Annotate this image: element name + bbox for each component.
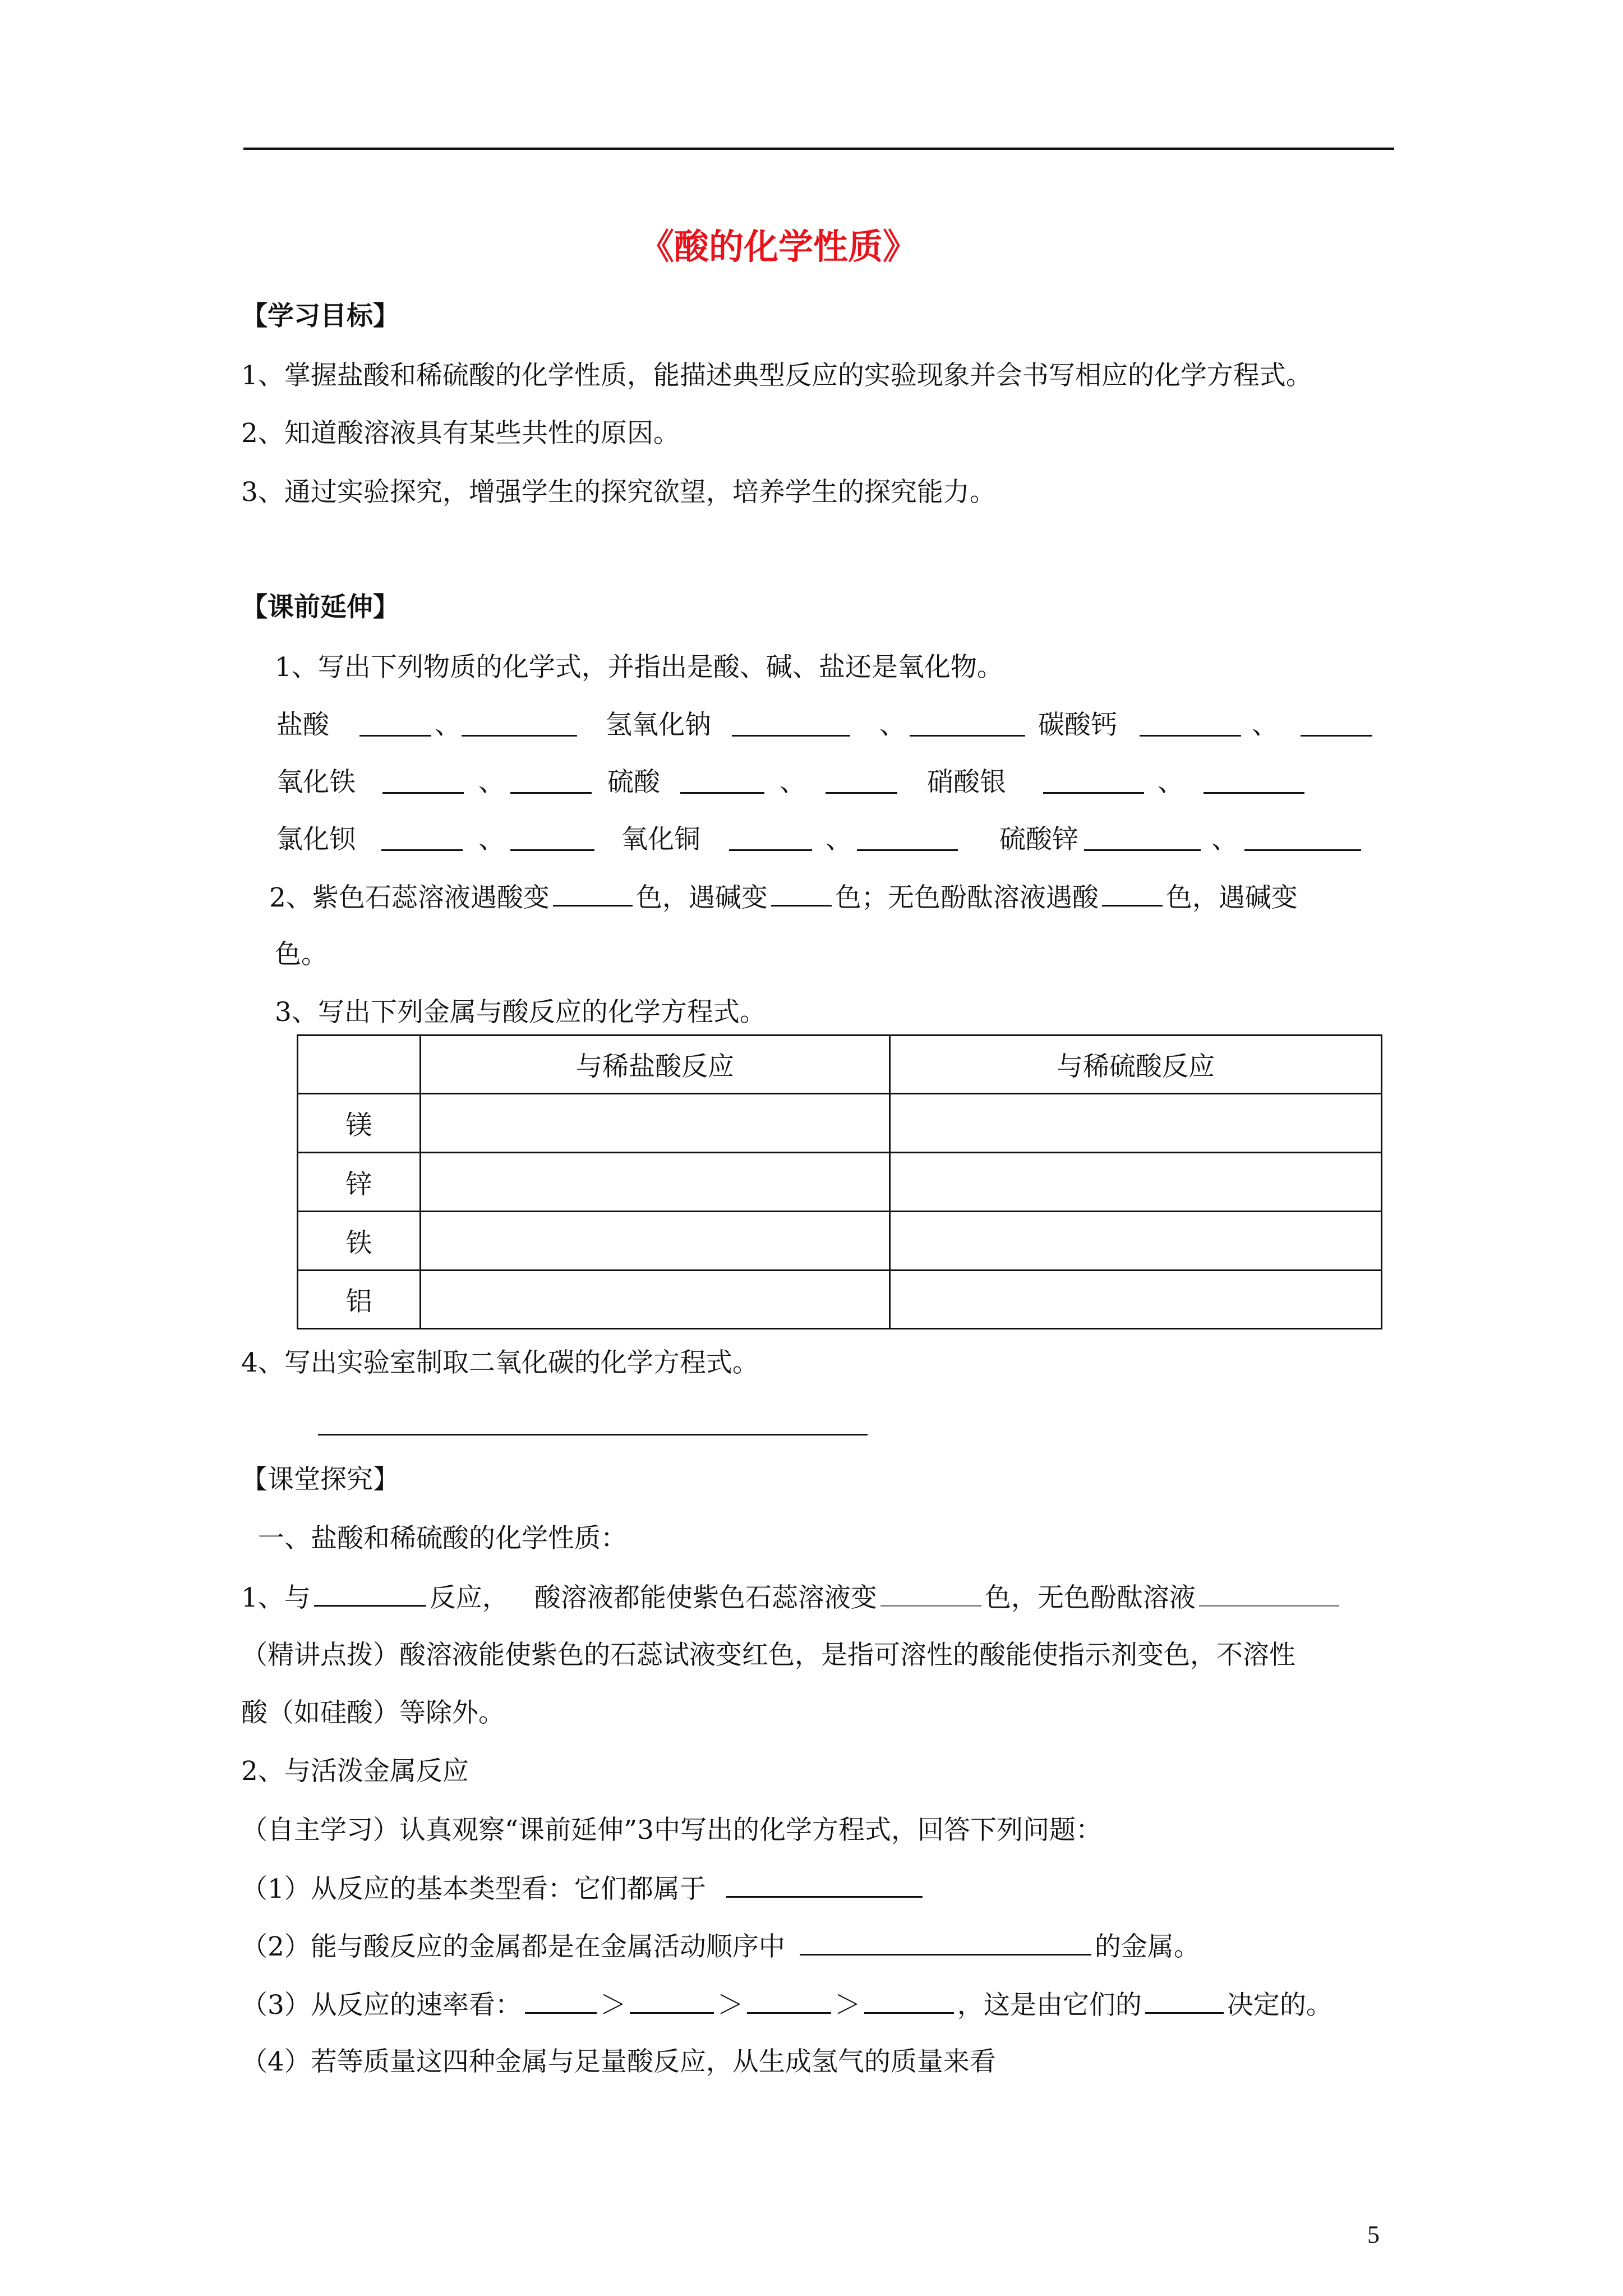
answer-blank[interactable] — [1244, 849, 1361, 851]
answer-cell[interactable] — [890, 1094, 1382, 1153]
answer-cell[interactable] — [421, 1212, 890, 1271]
separator: 、 — [478, 767, 505, 798]
table-row — [298, 1153, 1382, 1212]
metal-cell: 镁 — [298, 1094, 421, 1153]
answer-blank[interactable] — [1199, 1580, 1339, 1607]
answer-blank[interactable] — [359, 735, 431, 737]
pre-heading: 【课前延伸】 — [241, 592, 399, 623]
separator: 、 — [1252, 710, 1278, 740]
pre-question-2: 2、紫色石蕊溶液遇酸变 色，遇碱变 色；无色酚酞溶液遇酸 色，遇碱变 — [269, 880, 1298, 915]
page-number: 5 — [1367, 2221, 1380, 2248]
answer-blank[interactable] — [553, 880, 633, 907]
question-4: （4）若等质量这四种金属与足量酸反应，从生成氢气的质量来看 — [241, 2046, 996, 2077]
substance-label: 硝酸银 — [927, 767, 1006, 798]
pre-question-3: 3、写出下列金属与酸反应的化学方程式。 — [275, 997, 766, 1028]
reaction-table — [297, 1034, 1382, 1329]
answer-blank[interactable] — [1140, 735, 1241, 737]
substance-label: 硫酸 — [607, 767, 660, 798]
answer-cell[interactable] — [890, 1212, 1382, 1271]
document-title: 《酸的化学性质》 — [639, 226, 918, 267]
goal-item: 3、通过实验探究，增强学生的探究欲望，培养学生的探究能力。 — [241, 477, 996, 508]
class-point-1: 1、与 反应， 酸溶液都能使紫色石蕊溶液变 色，无色酚酞溶液 — [241, 1580, 1343, 1615]
class-subheading: 一、盐酸和稀硫酸的化学性质： — [258, 1523, 627, 1554]
separator: 、 — [879, 710, 906, 740]
separator: 、 — [1158, 767, 1184, 798]
answer-blank[interactable] — [726, 1871, 923, 1898]
class-heading: 【课堂探究】 — [241, 1464, 399, 1495]
table-row — [298, 1271, 1382, 1329]
substance-label: 盐酸 — [276, 710, 329, 740]
answer-blank[interactable] — [880, 1580, 981, 1607]
answer-blank[interactable] — [864, 1987, 954, 2014]
answer-blank[interactable] — [729, 849, 812, 851]
answer-blank[interactable] — [1102, 880, 1163, 907]
substance-label: 氧化铜 — [621, 824, 700, 855]
table-row — [298, 1094, 1382, 1153]
pre-question-2-cont: 色。 — [275, 939, 328, 970]
table-row — [298, 1212, 1382, 1271]
note-line: 酸（如硅酸）等除外。 — [241, 1697, 505, 1728]
substance-label: 氧化铁 — [276, 767, 356, 798]
goals-heading: 【学习目标】 — [241, 301, 399, 332]
separator: 、 — [780, 767, 806, 798]
answer-blank[interactable] — [1204, 792, 1304, 794]
table-header-cell: 与稀硫酸反应 — [890, 1036, 1382, 1094]
answer-blank[interactable] — [381, 849, 463, 851]
substance-label: 硫酸锌 — [999, 824, 1078, 855]
metal-cell: 铝 — [298, 1271, 421, 1329]
separator: 、 — [478, 824, 505, 855]
answer-cell[interactable] — [890, 1153, 1382, 1212]
answer-blank[interactable] — [771, 880, 832, 907]
answer-blank[interactable] — [1043, 792, 1144, 794]
question-2: （2）能与酸反应的金属都是在金属活动顺序中 的金属。 — [241, 1929, 1200, 1964]
header-rule — [243, 148, 1394, 150]
substance-label: 氢氧化钠 — [606, 710, 711, 740]
answer-blank[interactable] — [1084, 849, 1201, 851]
question-1: （1）从反应的基本类型看：它们都属于 — [241, 1871, 926, 1906]
answer-blank[interactable] — [857, 849, 958, 851]
goal-item: 2、知道酸溶液具有某些共性的原因。 — [241, 418, 680, 449]
answer-cell[interactable] — [421, 1153, 890, 1212]
metal-cell: 铁 — [298, 1212, 421, 1271]
answer-blank[interactable] — [382, 792, 464, 794]
answer-cell[interactable] — [421, 1094, 890, 1153]
answer-blank[interactable] — [630, 1987, 714, 2014]
answer-blank[interactable] — [462, 735, 577, 737]
answer-blank[interactable] — [732, 735, 850, 737]
pre-question-1: 1、写出下列物质的化学式，并指出是酸、碱、盐还是氧化物。 — [275, 652, 1003, 683]
self-study-text: （自主学习）认真观察“课前延伸”3中写出的化学方程式，回答下列问题： — [241, 1815, 1102, 1846]
answer-blank[interactable] — [826, 792, 897, 794]
note-line: （精讲点拨）酸溶液能使紫色的石蕊试液变红色，是指可溶性的酸能使指示剂变色，不溶性 — [241, 1640, 1295, 1671]
answer-line[interactable] — [318, 1434, 868, 1435]
separator: 、 — [435, 710, 461, 740]
separator: 、 — [826, 824, 852, 855]
answer-cell[interactable] — [421, 1271, 890, 1329]
table-header-cell: 与稀盐酸反应 — [421, 1036, 890, 1094]
answer-blank[interactable] — [525, 1987, 597, 2014]
answer-blank[interactable] — [510, 792, 592, 794]
substance-label: 碳酸钙 — [1038, 710, 1117, 740]
separator: 、 — [1211, 824, 1238, 855]
answer-blank[interactable] — [1301, 735, 1372, 737]
answer-blank[interactable] — [1145, 1987, 1224, 2014]
answer-blank[interactable] — [680, 792, 764, 794]
answer-cell[interactable] — [890, 1271, 1382, 1329]
answer-blank[interactable] — [747, 1987, 831, 2014]
substance-label: 氯化钡 — [276, 824, 356, 855]
answer-blank[interactable] — [510, 849, 594, 851]
answer-blank[interactable] — [800, 1929, 1091, 1955]
table-header-row — [298, 1036, 1382, 1094]
answer-blank[interactable] — [910, 735, 1025, 737]
metal-cell: 锌 — [298, 1153, 421, 1212]
goal-item: 1、掌握盐酸和稀硫酸的化学性质，能描述典型反应的实验现象并会书写相应的化学方程式。 — [241, 360, 1312, 391]
table-header-cell — [298, 1036, 421, 1094]
pre-question-4: 4、写出实验室制取二氧化碳的化学方程式。 — [241, 1347, 759, 1378]
class-point-2: 2、与活泼金属反应 — [241, 1756, 469, 1787]
answer-blank[interactable] — [314, 1580, 426, 1607]
question-3: （3）从反应的速率看： ＞ ＞ ＞ ，这是由它们的 决定的。 — [241, 1987, 1332, 2022]
